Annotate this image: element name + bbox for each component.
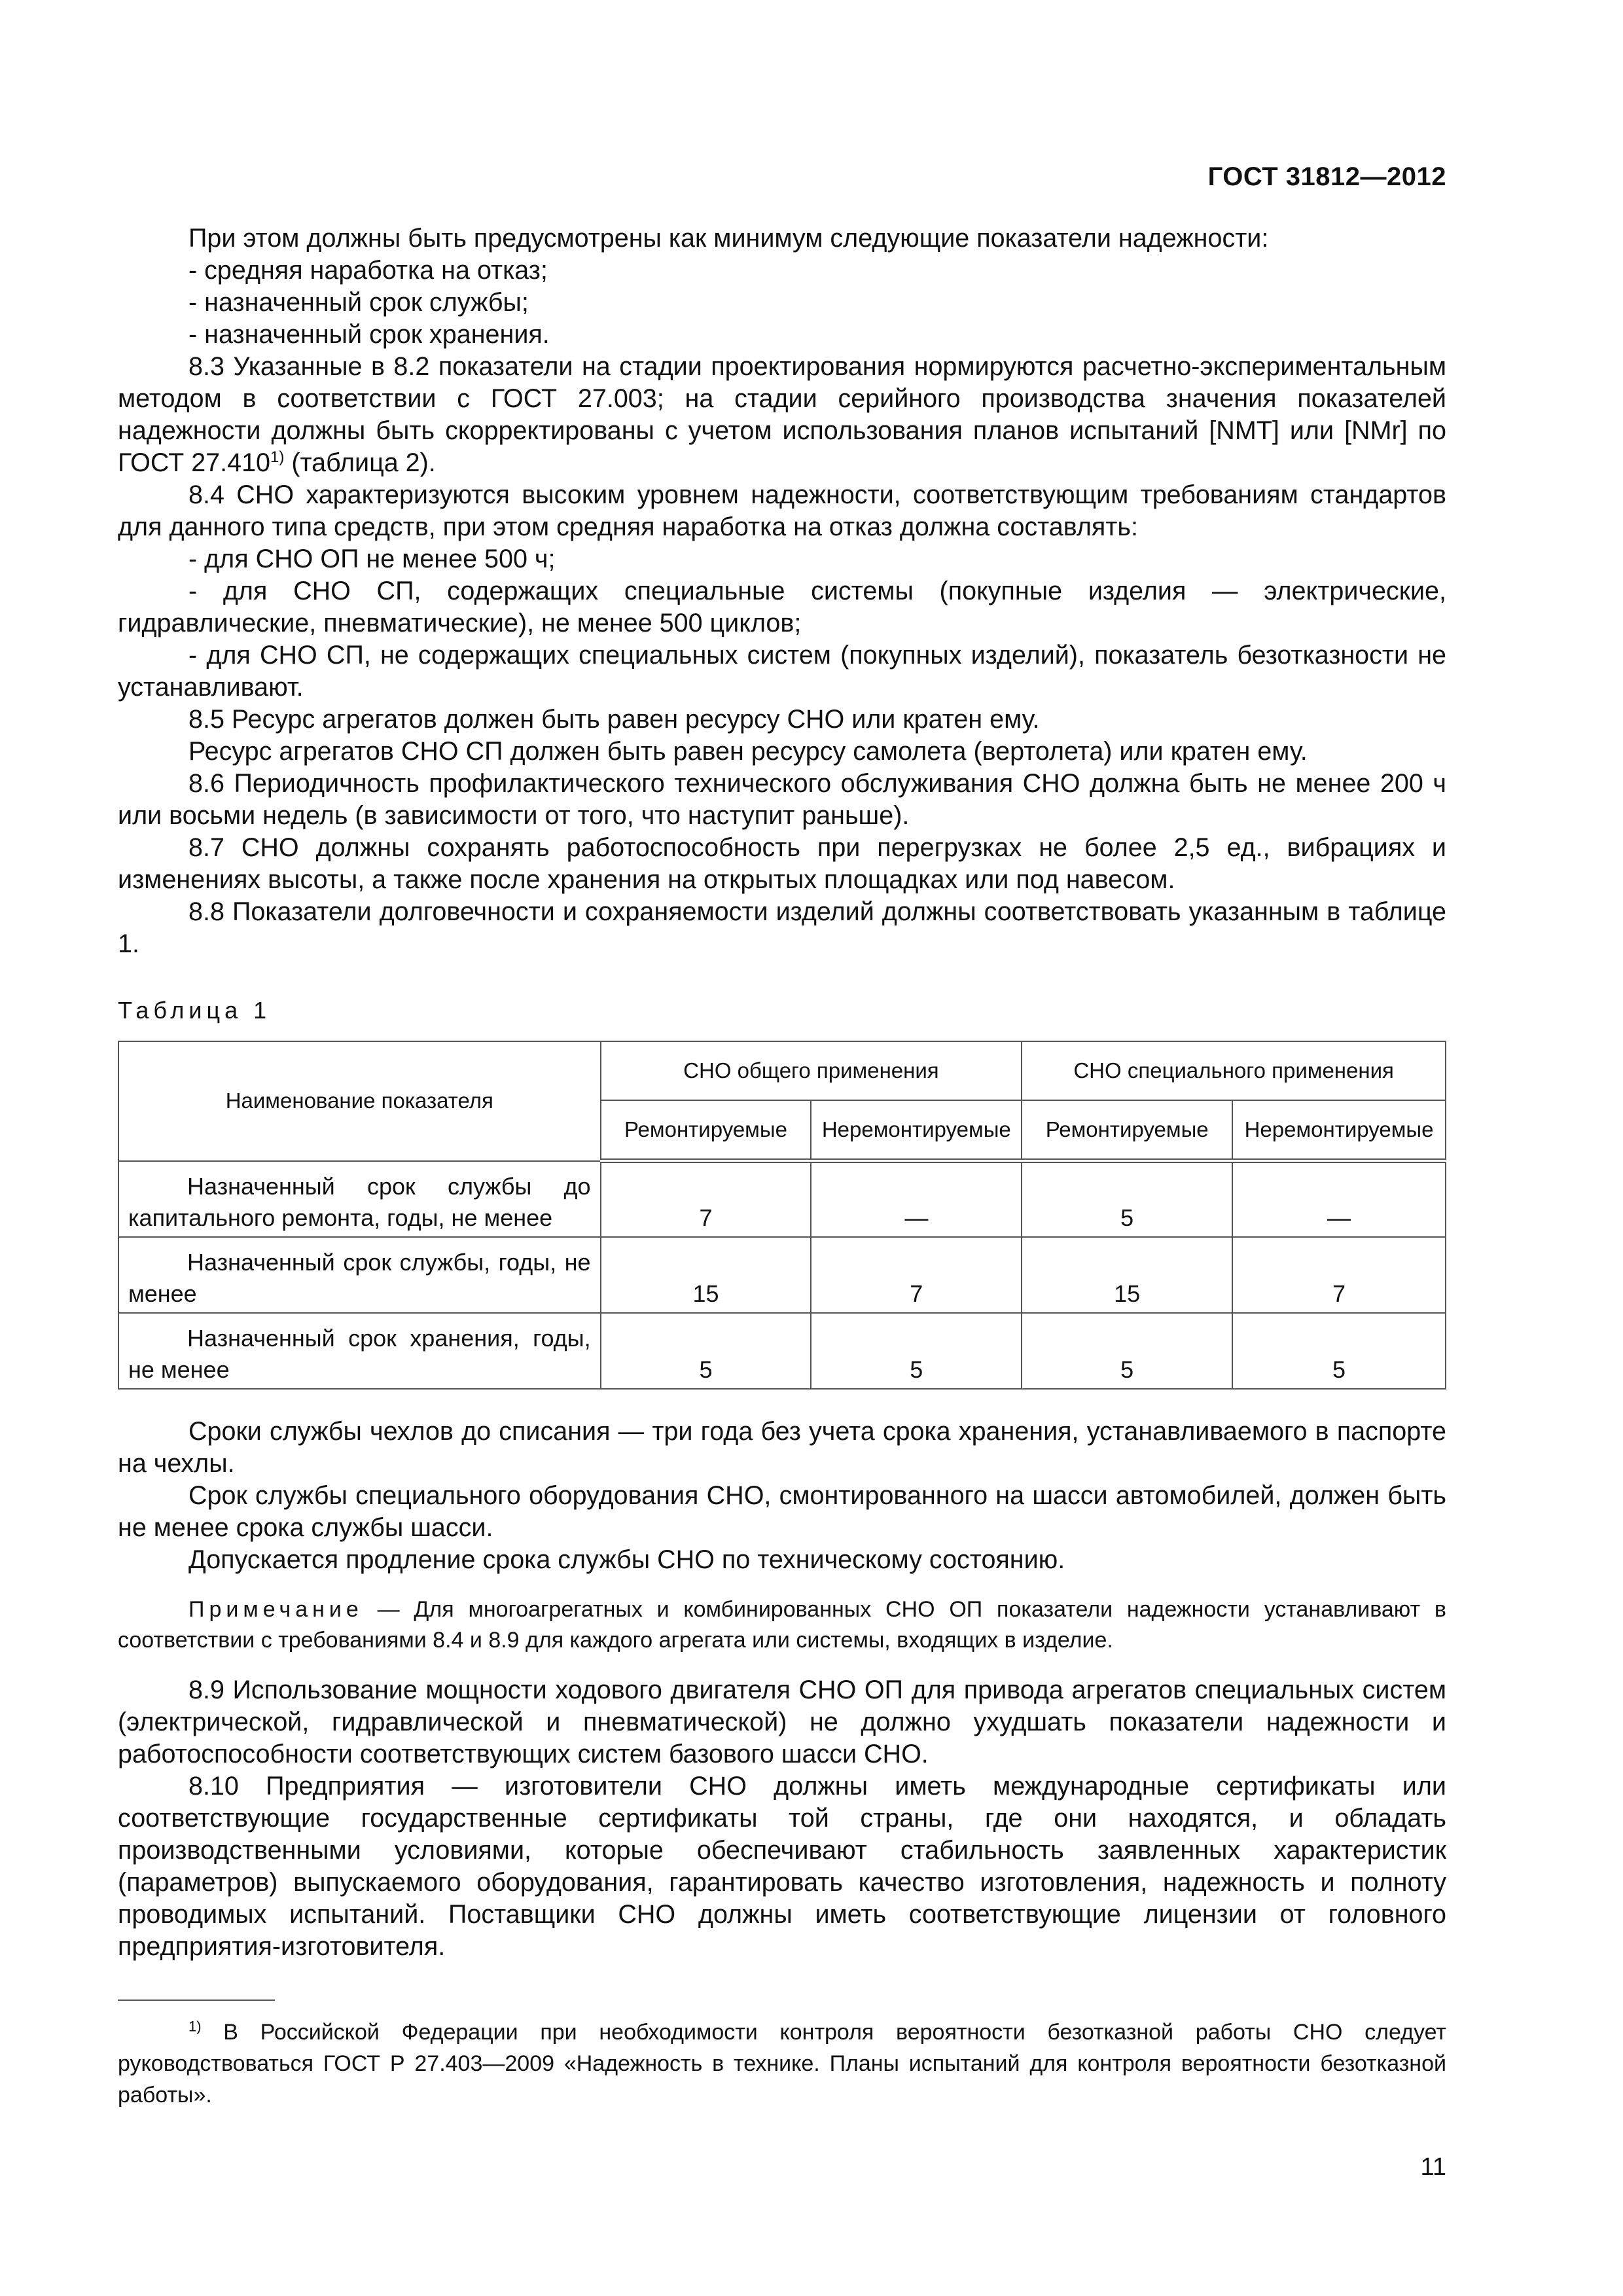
column-header-repairable: Ремонтируемые <box>601 1100 812 1161</box>
paragraph: Срок службы специального оборудования СНО, смонтированного на шасси автомобилей, должен быть не менее срока службы шасси. <box>118 1481 1446 1542</box>
paragraph-8-4: 8.4 СНО характеризуются высоким уровнем надежности, соответствующим требованиям стандартов для данного типа средств, при этом средняя наработка на отказ должна составлять: <box>118 480 1446 541</box>
list-item: - для СНО СП, содержащих специальные системы (покупные изделия — электрические, гидравлические, пневматические), не менее 500 циклов; <box>118 577 1446 637</box>
list-item: - назначенный срок хранения. <box>188 320 550 349</box>
table-cell: 5 <box>1022 1161 1232 1238</box>
table-cell: 15 <box>601 1237 812 1313</box>
table-cell: 15 <box>1022 1237 1232 1313</box>
table-row <box>118 1313 1446 1389</box>
note-text: — Для многоагрегатных и комбинированных СНО ОП показатели надежности устанавливают в соответствии с требованиями 8.4 и 8.9 для каждого агрегата или системы, входящих в изделие. <box>118 1597 1446 1653</box>
column-header-name: Наименование показателя <box>118 1041 601 1161</box>
table-cell: 7 <box>601 1161 812 1238</box>
column-group-special: СНО специального применения <box>1022 1041 1446 1100</box>
paragraph: При этом должны быть предусмотрены как минимум следующие показатели надежности: <box>188 224 1269 253</box>
table-caption: Таблица 1 <box>118 997 272 1024</box>
row-label: Назначенный срок службы, годы, не менее <box>118 1237 601 1313</box>
table-cell: 7 <box>811 1237 1022 1313</box>
table-cell: 5 <box>1022 1313 1232 1389</box>
paragraph-8-3-tail: (таблица 2). <box>284 448 436 477</box>
list-item: - средняя наработка на отказ; <box>188 256 548 285</box>
paragraph-8-5: 8.5 Ресурс агрегатов должен быть равен ресурсу СНО или кратен ему. <box>188 705 1040 734</box>
durability-table <box>118 1041 1446 1390</box>
table-cell: — <box>1232 1161 1446 1238</box>
page-content <box>118 223 1446 2111</box>
footnote-reference: 1) <box>270 448 285 466</box>
column-header-nonrepairable: Неремонтируемые <box>811 1100 1022 1161</box>
row-label: Назначенный срок службы до капитального ремонта, годы, не менее <box>118 1161 601 1238</box>
footnote-text: В Российской Федерации при необходимости контроля вероятности безотказной работы СНО следует руководствоваться ГОСТ Р 27.403—2009 «Надежность в технике. Планы испытаний для контроля вероятности безотказной работы». <box>118 2020 1446 2108</box>
column-group-general: СНО общего применения <box>601 1041 1022 1100</box>
note-label: Примечание <box>188 1597 363 1622</box>
paragraph-8-9: 8.9 Использование мощности ходового двигателя СНО ОП для привода агрегатов специальных систем (электрической, гидравлической и пневматической) не должно ухудшать показатели надежности и работоспособности соответствующих систем базового шасси СНО. <box>118 1676 1446 1768</box>
footnote-divider <box>118 2000 275 2001</box>
list-item: - для СНО ОП не менее 500 ч; <box>188 545 556 573</box>
column-header-nonrepairable: Неремонтируемые <box>1232 1100 1446 1161</box>
table-row <box>118 1161 1446 1238</box>
footnote-mark: 1) <box>188 2018 202 2035</box>
paragraph: Сроки службы чехлов до списания — три года без учета срока хранения, устанавливаемого в паспорте на чехлы. <box>118 1417 1446 1478</box>
paragraph-8-3 <box>118 351 1446 479</box>
footnote <box>118 2017 1446 2111</box>
note <box>118 1594 1446 1656</box>
table-cell: 5 <box>1232 1313 1446 1389</box>
table-cell: 5 <box>601 1313 812 1389</box>
paragraph-8-10: 8.10 Предприятия — изготовители СНО должны иметь международные сертификаты или соответствующие государственные сертификаты той страны, где они находятся, и обладать производственными условиями, которые обеспечивают стабильность заявленных характеристик (параметров) выпускаемого оборудования, гарантировать качество изготовления, надежность и полноту проводимых испытаний. Поставщики СНО должны иметь соответствующие лицензии от головного предприятия-изготовителя. <box>118 1772 1446 1961</box>
table-cell: 7 <box>1232 1237 1446 1313</box>
table-cell: — <box>811 1161 1022 1238</box>
paragraph-8-7: 8.7 СНО должны сохранять работоспособность при перегрузках не более 2,5 ед., вибрациях и изменениях высоты, а также после хранения на открытых площадках или под навесом. <box>118 833 1446 894</box>
document-code: ГОСТ 31812—2012 <box>1207 162 1446 191</box>
list-item: - назначенный срок службы; <box>188 288 529 317</box>
paragraph-8-3-text: 8.3 Указанные в 8.2 показатели на стадии проектирования нормируются расчетно-экспериментальным методом в соответствии с ГОСТ 27.003; на стадии серийного производства значения показателей надежности должны быть скорректированы с учетом использования планов испытаний [NMT] или [NMr] по ГОСТ 27.410 <box>118 352 1446 477</box>
paragraph-8-6: 8.6 Периодичность профилактического технического обслуживания СНО должна быть не менее 200 ч или восьми недель (в зависимости от того, что наступит раньше). <box>118 769 1446 830</box>
paragraph-8-8: 8.8 Показатели долговечности и сохраняемости изделий должны соответствовать указанным в таблице 1. <box>118 897 1446 958</box>
table-cell: 5 <box>811 1313 1022 1389</box>
list-item: - для СНО СП, не содержащих специальных систем (покупных изделий), показатель безотказности не устанавливают. <box>118 641 1446 702</box>
table-row <box>118 1237 1446 1313</box>
row-label: Назначенный срок хранения, годы, не менее <box>118 1313 601 1389</box>
paragraph: Допускается продление срока службы СНО по техническому состоянию. <box>188 1545 1065 1574</box>
paragraph: Ресурс агрегатов СНО СП должен быть равен ресурсу самолета (вертолета) или кратен ему. <box>188 737 1308 766</box>
page-number: 11 <box>1420 2153 1446 2181</box>
column-header-repairable: Ремонтируемые <box>1022 1100 1232 1161</box>
